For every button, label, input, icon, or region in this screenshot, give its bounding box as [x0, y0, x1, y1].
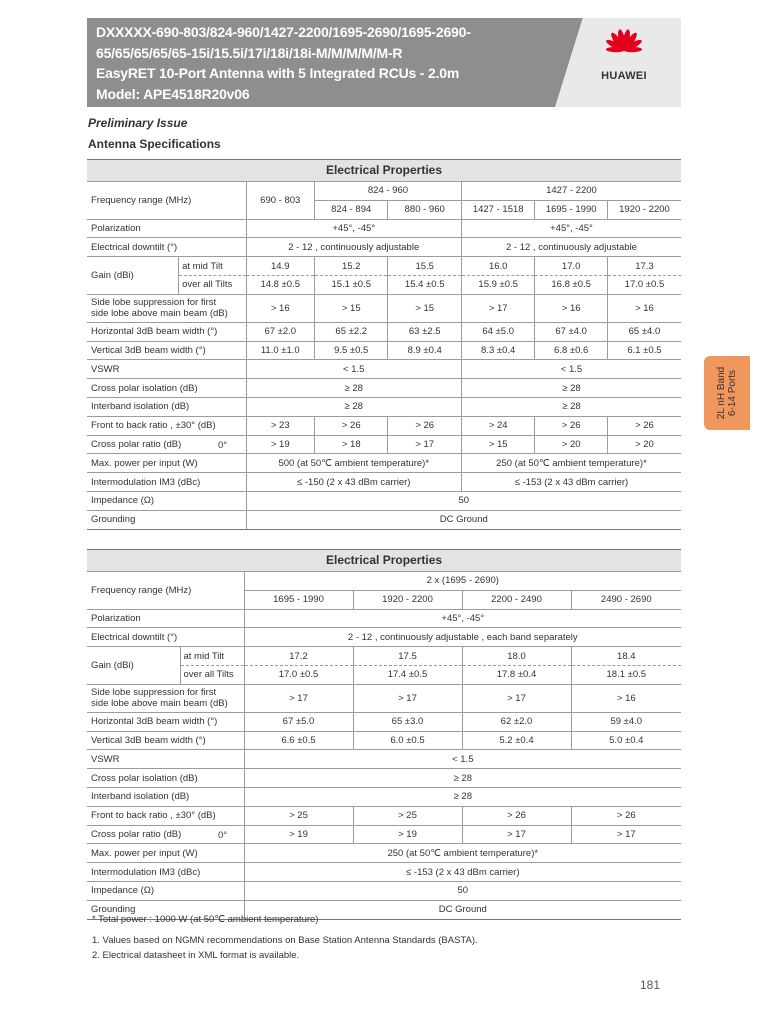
table-row [87, 787, 681, 806]
table-cell: 17.2 [244, 647, 353, 666]
table-cell: 2 x (1695 - 2690) [244, 572, 681, 591]
table-cell: ≥ 28 [246, 397, 461, 416]
table-row [87, 510, 681, 529]
table-cell: ≥ 28 [244, 769, 681, 788]
table-cell: 6.1 ±0.5 [607, 341, 681, 360]
table-cell: > 23 [246, 416, 314, 435]
table-cell: +45°, -45° [461, 219, 681, 238]
table-cell: > 17 [461, 294, 534, 322]
table-row [87, 806, 681, 825]
row-label: Vertical 3dB beam width (°) [87, 341, 246, 360]
row-label: VSWR [87, 750, 244, 769]
cpr-angle: 0° [218, 829, 228, 841]
table-row [87, 684, 681, 712]
table-row [87, 844, 681, 863]
table-cell: > 17 [571, 825, 681, 844]
table-cell: ≥ 28 [461, 397, 681, 416]
table-cell: 15.5 [388, 257, 461, 276]
row-label: Front to back ratio , ±30° (dB) [87, 416, 246, 435]
table-cell: 67 ±2.0 [246, 322, 314, 341]
table-cell: 17.8 ±0.4 [462, 665, 571, 684]
huawei-logo [589, 28, 659, 82]
title-line-4: Model: APE4518R20v06 [96, 85, 250, 102]
table-cell: 1427 - 1518 [461, 200, 534, 219]
table-cell: 17.0 [535, 257, 607, 276]
row-label: Impedance (Ω) [87, 491, 246, 510]
table-cell: > 15 [314, 294, 387, 322]
side-tab-label: 2L nH Band 6-14 Ports [716, 366, 738, 420]
table-row [87, 769, 681, 788]
table-cell: > 26 [535, 416, 607, 435]
huawei-flower-icon [599, 28, 649, 68]
header-banner [87, 18, 681, 107]
table-cell: 17.0 ±0.5 [607, 275, 681, 294]
table-cell: 14.8 ±0.5 [246, 275, 314, 294]
table-row [87, 863, 681, 882]
table-title: Electrical Properties [87, 160, 681, 182]
table-row [87, 397, 681, 416]
table-cell: 16.0 [461, 257, 534, 276]
table-row [87, 322, 681, 341]
row-label: Electrical downtilt (°) [87, 238, 246, 257]
brand-name: HUAWEI [601, 70, 647, 82]
table-cell: > 19 [244, 825, 353, 844]
table-cell: > 15 [388, 294, 461, 322]
table-cell: 17.3 [607, 257, 681, 276]
table-cell: ≥ 28 [461, 379, 681, 398]
table-cell: 65 ±4.0 [607, 322, 681, 341]
table-row [87, 360, 681, 379]
footnote-1: 1. Values based on NGMN recommendations on Base Station Antenna Standards (BASTA). [92, 935, 478, 946]
table-cell: < 1.5 [244, 750, 681, 769]
table-row [87, 416, 681, 435]
table-cell: > 26 [314, 416, 387, 435]
row-label: Gain (dBi) [87, 257, 179, 295]
page-number: 181 [640, 978, 661, 992]
table-cell: 14.9 [246, 257, 314, 276]
table-row [87, 572, 681, 591]
table-cell: 17.5 [353, 647, 462, 666]
table-cell: ≤ -150 (2 x 43 dBm carrier) [246, 473, 461, 492]
row-label: Horizontal 3dB beam width (°) [87, 712, 244, 731]
table-cell: 2200 - 2490 [462, 590, 571, 609]
table-cell: > 16 [571, 684, 681, 712]
table-cell: 6.0 ±0.5 [353, 731, 462, 750]
table-title-row [87, 550, 681, 572]
table-cell: > 20 [607, 435, 681, 454]
table-cell: 63 ±2.5 [388, 322, 461, 341]
table-cell: 50 [246, 491, 681, 510]
table-cell: 1920 - 2200 [607, 200, 681, 219]
table-row [87, 731, 681, 750]
table-cell: ≥ 28 [244, 787, 681, 806]
table-cell: 9.5 ±0.5 [314, 341, 387, 360]
title-line-1: DXXXXX-690-803/824-960/1427-2200/1695-2690/1695-2690- [96, 24, 471, 40]
row-sublabel: over all Tilts [179, 275, 246, 294]
table-row [87, 609, 681, 628]
section-title: Antenna Specifications [88, 137, 221, 151]
table-row [87, 491, 681, 510]
table-row [87, 647, 681, 666]
side-tab [704, 356, 750, 430]
table-cell: 18.1 ±0.5 [571, 665, 681, 684]
row-sublabel: at mid Tilt [180, 647, 244, 666]
table-cell: 17.0 ±0.5 [244, 665, 353, 684]
table-cell: > 18 [314, 435, 387, 454]
table-cell: 250 (at 50℃ ambient temperature)* [461, 454, 681, 473]
table-cell: > 17 [388, 435, 461, 454]
table-cell: 65 ±3.0 [353, 712, 462, 731]
table-row [87, 219, 681, 238]
table-cell: < 1.5 [461, 360, 681, 379]
row-label: Frequency range (MHz) [87, 572, 244, 610]
table-cell: 5.0 ±0.4 [571, 731, 681, 750]
table-cell: < 1.5 [246, 360, 461, 379]
table-cell: 8.9 ±0.4 [388, 341, 461, 360]
table-cell: ≤ -153 (2 x 43 dBm carrier) [244, 863, 681, 882]
table-row [87, 750, 681, 769]
table-cell: > 26 [571, 806, 681, 825]
table-cell: > 19 [353, 825, 462, 844]
row-label: Frequency range (MHz) [87, 182, 246, 220]
table-cell: > 17 [244, 684, 353, 712]
table-title-row [87, 160, 681, 182]
table-cell: 1920 - 2200 [353, 590, 462, 609]
table-cell: > 17 [353, 684, 462, 712]
row-label: Front to back ratio , ±30° (dB) [87, 806, 244, 825]
table-cell: > 20 [535, 435, 607, 454]
row-sublabel: over all Tilts [180, 665, 244, 684]
row-label: Interband isolation (dB) [87, 397, 246, 416]
table-cell: 62 ±2.0 [462, 712, 571, 731]
row-label: Polarization [87, 609, 244, 628]
table-row [87, 182, 681, 201]
table-cell: 8.3 ±0.4 [461, 341, 534, 360]
row-label: VSWR [87, 360, 246, 379]
row-label: Max. power per input (W) [87, 454, 246, 473]
table-row [87, 881, 681, 900]
footnote-2: 2. Electrical datasheet in XML format is available. [92, 950, 300, 961]
table-cell: > 25 [244, 806, 353, 825]
table-row [87, 294, 681, 322]
table-cell: 880 - 960 [388, 200, 461, 219]
table-cell: 16.8 ±0.5 [535, 275, 607, 294]
table-cell: 18.4 [571, 647, 681, 666]
table-cell: 2490 - 2690 [571, 590, 681, 609]
table-cell: > 26 [462, 806, 571, 825]
row-label: Cross polar isolation (dB) [87, 379, 246, 398]
table-cell: 15.4 ±0.5 [388, 275, 461, 294]
row-label: Side lobe suppression for first side lobe above main beam (dB) [87, 684, 244, 712]
table-cell: > 26 [607, 416, 681, 435]
table-cell: > 16 [607, 294, 681, 322]
row-label: Polarization [87, 219, 246, 238]
table-row [87, 435, 681, 454]
row-label: Cross polar ratio (dB) 0° [87, 825, 244, 844]
row-label: Impedance (Ω) [87, 881, 244, 900]
table-cell: ≥ 28 [246, 379, 461, 398]
table-cell: 15.9 ±0.5 [461, 275, 534, 294]
table-title: Electrical Properties [87, 550, 681, 572]
table-cell: 500 (at 50℃ ambient temperature)* [246, 454, 461, 473]
table-cell: 1695 - 1990 [244, 590, 353, 609]
table-cell: 2 - 12 , continuously adjustable , each band separately [244, 628, 681, 647]
table-row [87, 712, 681, 731]
table-cell: DC Ground [246, 510, 681, 529]
row-label: Intermodulation IM3 (dBc) [87, 863, 244, 882]
row-label: Intermodulation IM3 (dBc) [87, 473, 246, 492]
table-cell: > 17 [462, 684, 571, 712]
table-cell: +45°, -45° [244, 609, 681, 628]
table-cell: 50 [244, 881, 681, 900]
table-row [87, 473, 681, 492]
cpr-angle: 0° [218, 439, 228, 451]
table-cell: 59 ±4.0 [571, 712, 681, 731]
table-cell: 11.0 ±1.0 [246, 341, 314, 360]
table-cell: 690 - 803 [246, 182, 314, 220]
table-cell: > 17 [462, 825, 571, 844]
title-line-3: EasyRET 10-Port Antenna with 5 Integrated RCUs - 2.0m [96, 65, 460, 81]
table-cell: 15.1 ±0.5 [314, 275, 387, 294]
table-cell: 17.4 ±0.5 [353, 665, 462, 684]
table-cell: 64 ±5.0 [461, 322, 534, 341]
row-label: Cross polar ratio (dB) 0° [87, 435, 246, 454]
row-label: Grounding [87, 510, 246, 529]
electrical-properties-table-1 [87, 159, 681, 530]
row-label: Vertical 3dB beam width (°) [87, 731, 244, 750]
table-row [87, 628, 681, 647]
row-label: Side lobe suppression for first side lobe above main beam (dB) [87, 294, 246, 322]
title-line-2: 65/65/65/65/65-15i/15.5i/17i/18i/18i-M/M/M/M/M-R [96, 44, 403, 61]
row-label: Interband isolation (dB) [87, 787, 244, 806]
table-cell: > 24 [461, 416, 534, 435]
row-label: Gain (dBi) [87, 647, 180, 685]
table-cell: 67 ±4.0 [535, 322, 607, 341]
table-cell: ≤ -153 (2 x 43 dBm carrier) [461, 473, 681, 492]
table-cell: > 15 [461, 435, 534, 454]
table-cell: 18.0 [462, 647, 571, 666]
table-row [87, 379, 681, 398]
table-row [87, 238, 681, 257]
table-cell: 15.2 [314, 257, 387, 276]
table-cell: DC Ground [244, 900, 681, 919]
row-label: Cross polar isolation (dB) [87, 769, 244, 788]
row-label: Max. power per input (W) [87, 844, 244, 863]
row-label: Electrical downtilt (°) [87, 628, 244, 647]
table-cell: 6.6 ±0.5 [244, 731, 353, 750]
table-cell: 2 - 12 , continuously adjustable [246, 238, 461, 257]
table-cell: > 19 [246, 435, 314, 454]
table-row [87, 825, 681, 844]
table-cell: > 25 [353, 806, 462, 825]
table-cell: 6.8 ±0.6 [535, 341, 607, 360]
row-sublabel: at mid Tilt [179, 257, 246, 276]
table-cell: 1695 - 1990 [535, 200, 607, 219]
table-cell: > 16 [246, 294, 314, 322]
table-cell: > 26 [388, 416, 461, 435]
row-label: Horizontal 3dB beam width (°) [87, 322, 246, 341]
table-cell: 2 - 12 , continuously adjustable [461, 238, 681, 257]
table-cell: 824 - 894 [314, 200, 387, 219]
row-label: Grounding [87, 900, 244, 919]
table-cell: 67 ±5.0 [244, 712, 353, 731]
table-row [87, 454, 681, 473]
preliminary-issue-label: Preliminary Issue [88, 116, 188, 130]
table-row [87, 257, 681, 276]
table-cell: +45°, -45° [246, 219, 461, 238]
table-cell: 65 ±2.2 [314, 322, 387, 341]
table-cell: 250 (at 50℃ ambient temperature)* [244, 844, 681, 863]
document-title [96, 22, 471, 104]
table-row [87, 341, 681, 360]
table-cell: > 16 [535, 294, 607, 322]
table-cell: 824 - 960 [314, 182, 461, 201]
footnote-total-power: * Total power : 1000 W (at 50℃ ambient temperature) [92, 914, 319, 925]
table-cell: 1427 - 2200 [461, 182, 681, 201]
electrical-properties-table-2 [87, 549, 681, 920]
table-cell: 5.2 ±0.4 [462, 731, 571, 750]
